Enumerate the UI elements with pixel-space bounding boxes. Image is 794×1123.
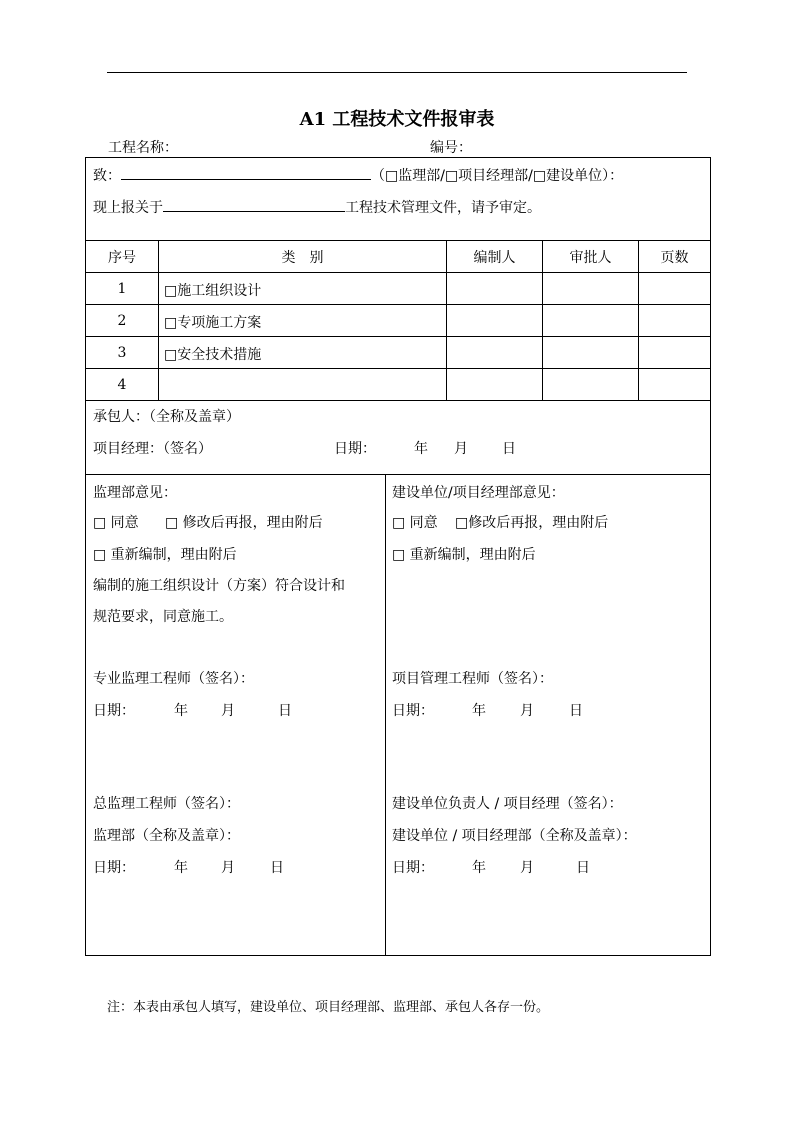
row-number: 2 <box>117 312 127 329</box>
top-rule <box>107 72 687 73</box>
owner-dept-label: 建设单位 / 项目经理部（全称及盖章）： <box>392 828 637 844</box>
contractor-year: 年 <box>414 441 428 457</box>
recipient-blank[interactable] <box>121 165 371 180</box>
supervision-recompile-checkbox[interactable]: □ 重新编制，理由附后 <box>93 547 237 563</box>
row-divider <box>85 368 711 369</box>
row-divider <box>85 400 711 401</box>
manager-signature-label: 项目经理：（签名） <box>93 441 212 457</box>
supervision-day: 日 <box>278 703 292 719</box>
header-author: 编制人 <box>473 249 516 266</box>
owner-day: 日 <box>569 703 583 719</box>
owner-head-date-label: 日期： <box>392 860 434 876</box>
report-line <box>93 197 541 217</box>
supervision-modify-checkbox[interactable]: □ 修改后再报，理由附后 <box>165 515 323 531</box>
table-border-right <box>710 157 711 956</box>
owner-head-label: 建设单位负责人 / 项目经理（签名）： <box>392 796 623 812</box>
row-category-checkbox[interactable]: □安全技术措施 <box>164 347 262 363</box>
supervision-month: 月 <box>221 703 235 719</box>
supervision-comment: 编制的施工组织设计（方案）符合设计和 <box>93 578 345 594</box>
project-engineer-label: 项目管理工程师（签名）： <box>392 671 553 687</box>
report-prefix: 现上报关于 <box>93 200 163 216</box>
owner-opinion-label: 建设单位/项目经理部意见： <box>392 485 565 501</box>
report-suffix: 工程技术管理文件，请予审定。 <box>345 200 541 216</box>
to-line <box>93 165 623 185</box>
table-border-top <box>85 157 711 158</box>
row-divider <box>85 304 711 305</box>
number-label: 编号： <box>430 140 472 156</box>
row-divider <box>85 272 711 273</box>
header-category: 类 别 <box>281 249 324 266</box>
row-number: 3 <box>117 344 127 361</box>
row-category-checkbox[interactable]: □施工组织设计 <box>164 283 262 299</box>
supervision-agree-checkbox[interactable]: □ 同意 <box>93 515 139 531</box>
page-title: A1 工程技术文件报审表 <box>299 109 495 130</box>
supervision-year: 年 <box>174 703 188 719</box>
chief-day: 日 <box>270 860 284 876</box>
contractor-label: 承包人：（全称及盖章） <box>93 409 240 425</box>
chief-date-label: 日期： <box>93 860 135 876</box>
contractor-month: 月 <box>454 441 468 457</box>
owner-modify-checkbox[interactable]: □修改后再报，理由附后 <box>455 515 609 531</box>
owner-head-day: 日 <box>576 860 590 876</box>
header-seq: 序号 <box>108 249 136 266</box>
row-number: 4 <box>117 376 127 393</box>
owner-date-label: 日期： <box>392 703 434 719</box>
project-name-label: 工程名称： <box>108 140 178 156</box>
chief-year: 年 <box>174 860 188 876</box>
owner-year: 年 <box>472 703 486 719</box>
footnote: 注：本表由承包人填写，建设单位、项目经理部、监理部、承包人各存一份。 <box>107 1000 550 1015</box>
row-number: 1 <box>117 280 127 297</box>
chief-engineer-label: 总监理工程师（签名）： <box>93 796 240 812</box>
row-category-checkbox[interactable]: □专项施工方案 <box>164 315 262 331</box>
contractor-date-label: 日期： <box>334 441 376 457</box>
supervision-opinion-label: 监理部意见： <box>93 485 177 501</box>
row-divider <box>85 336 711 337</box>
to-label: 致： <box>93 168 121 184</box>
chief-month: 月 <box>221 860 235 876</box>
report-subject-blank[interactable] <box>163 197 345 212</box>
header-approver: 审批人 <box>569 249 612 266</box>
supervision-date-label: 日期： <box>93 703 135 719</box>
opinion-divider <box>385 474 386 956</box>
recipient-options: （□监理部/□项目经理部/□建设单位）： <box>371 168 624 184</box>
specialist-engineer-label: 专业监理工程师（签名）： <box>93 671 254 687</box>
owner-agree-checkbox[interactable]: □ 同意 <box>392 515 438 531</box>
owner-month: 月 <box>520 703 534 719</box>
owner-head-month: 月 <box>520 860 534 876</box>
row-divider <box>85 474 711 475</box>
table-border-bottom <box>85 955 711 956</box>
supervision-dept-label: 监理部（全称及盖章）： <box>93 828 240 844</box>
contractor-day: 日 <box>502 441 516 457</box>
supervision-comment: 规范要求，同意施工。 <box>93 609 233 625</box>
header-pages: 页数 <box>660 249 689 266</box>
owner-head-year: 年 <box>472 860 486 876</box>
owner-recompile-checkbox[interactable]: □ 重新编制，理由附后 <box>392 547 536 563</box>
